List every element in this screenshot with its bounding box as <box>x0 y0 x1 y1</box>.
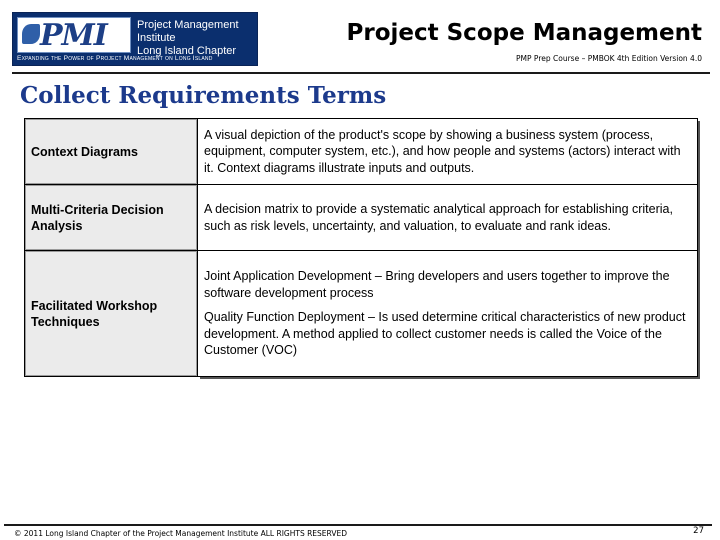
table-row <box>25 119 698 185</box>
section-heading: Collect Requirements Terms <box>20 82 387 109</box>
definition-text: A decision matrix to provide a systematic analytical approach for establishing criteria, such as risk levels, uncertainty, and valuation, to evaluate and rank ideas. <box>204 202 673 233</box>
pmi-mark: PMI <box>40 18 107 53</box>
definition-cell <box>198 185 698 251</box>
table-row <box>25 185 698 251</box>
table-row <box>25 251 698 377</box>
logo-tagline: Expanding the Power of Project Management on Long Island <box>17 55 213 62</box>
chapter-name-line2: Long Island Chapter <box>137 45 237 57</box>
definition-text: Joint Application Development – Bring developers and users together to improve the software development process <box>204 269 670 300</box>
chapter-name <box>137 19 257 58</box>
page-number: 27 <box>693 526 704 536</box>
header-divider <box>12 72 710 74</box>
definition-cell <box>198 119 698 185</box>
terms-table <box>24 118 698 377</box>
definition-cell <box>198 251 698 377</box>
slide-title: Project Scope Management <box>346 20 702 46</box>
definition-text: A visual depiction of the product's scope by showing a business system (process, equipment, computer system, etc.), and how people and systems (actors) interact with it. Context diagrams illustrate inputs and outputs. <box>204 127 681 175</box>
definition-text: Quality Function Deployment – Is used determine critical characteristics of new product development. A method applied to collect customer needs is called the Voice of the Customer (VOC) <box>204 310 686 358</box>
term-cell: Multi-Criteria Decision Analysis <box>25 185 198 251</box>
footer-divider <box>4 524 712 526</box>
term-cell: Facilitated Workshop Techniques <box>25 251 198 377</box>
term-cell: Context Diagrams <box>25 119 198 185</box>
copyright-footer: © 2011 Long Island Chapter of the Project Management Institute ALL RIGHTS RESERVED <box>14 529 347 538</box>
pmi-logo <box>12 12 258 66</box>
course-subtitle: PMP Prep Course – PMBOK 4th Edition Version 4.0 <box>516 54 702 63</box>
pmi-badge <box>17 17 131 53</box>
swoosh-icon <box>22 24 40 44</box>
chapter-name-line1: Project Management Institute <box>137 19 239 44</box>
